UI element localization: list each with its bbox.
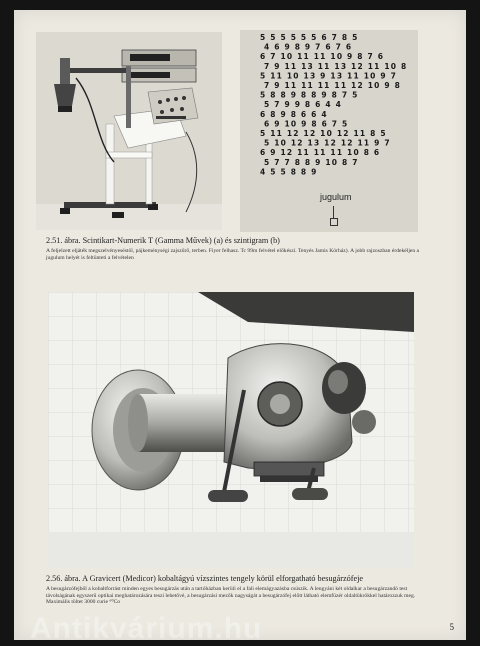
figure-1-title: 2.51. ábra. Scintikart-Numerik T (Gamma Művek) (a) és szintigram (b) [46,236,280,245]
jugulum-marker [333,206,334,218]
scintigram-row: 5 7 9 9 8 6 4 4 [264,100,343,110]
scintigram-row: 5 10 12 13 12 12 11 9 7 [264,138,391,148]
scintigram-row: 7 9 11 13 11 13 12 11 10 8 [264,61,408,71]
scintigram-row: 5 8 8 9 8 8 9 8 7 5 [260,90,359,100]
scintigram-row: 5 5 5 5 5 5 6 7 8 5 [260,33,359,42]
scintigram-row: 5 11 10 13 9 13 11 10 9 7 [260,71,397,81]
scintigram-image [240,30,418,232]
scintigram-row: 5 11 12 12 10 12 11 8 5 [260,129,387,138]
gravicert-photo [48,292,414,568]
figure-2-title: 2.56. ábra. A Gravicert (Medicor) kobaltágyú vízszintes tengely körül elforgatható besugárzófeje [46,574,364,583]
page-number: 5 [449,622,454,632]
watermark: Antikvárium.hu [30,612,263,645]
scintigram-row: 6 8 9 8 6 6 4 [260,109,328,119]
jugulum-box [330,218,338,226]
scintigram-row: 6 9 10 9 8 6 7 5 [264,119,349,129]
scintigram-row: 7 9 11 11 11 11 12 10 9 8 [264,81,401,90]
figure-2-caption [46,574,436,606]
scintigram-row: 6 9 12 11 11 11 10 8 6 [260,148,381,158]
figure-2-body: A besugárzófejből a kobaltforrást minden egyes besugárzás után a tartóházban kerüli el a fali elemágyazásba csúszik. A lengyáni két oldalkar a besugárzandó test távolságának egyszerű optikai meghatározására teszi lehetővé, a besugárzási mezők nagyságát a besugárzófej előtt látható elemfüzér oldaltükrökkel határozzuk meg. Maximális töltet 3000 curie ⁶⁰Co [46,586,416,606]
book-page [14,10,466,640]
jugulum-label: jugulum [320,192,352,202]
scintigram-row: 4 6 9 8 9 7 6 7 6 [264,42,353,52]
figure-1-body: A feljelzett eljáték megszelvényeséstöl, pájkeménységi zajszűrő, terben. Fiyer felhasz. Tc 99m felvétel előkészí. Tenyés Jamis Kórház). A jobb rajzoszban érdekéljen a jugulum helyét is feltünteti a felvételen [46,248,420,261]
figure-1-caption [46,236,436,261]
scintigram-row: 4 5 5 8 8 9 [260,167,318,177]
scintigram-row: 6 7 10 11 11 10 9 8 7 6 [260,52,385,62]
scintikart-photo [36,32,222,230]
scintigram-row: 5 7 7 8 8 9 10 8 7 [264,157,359,167]
